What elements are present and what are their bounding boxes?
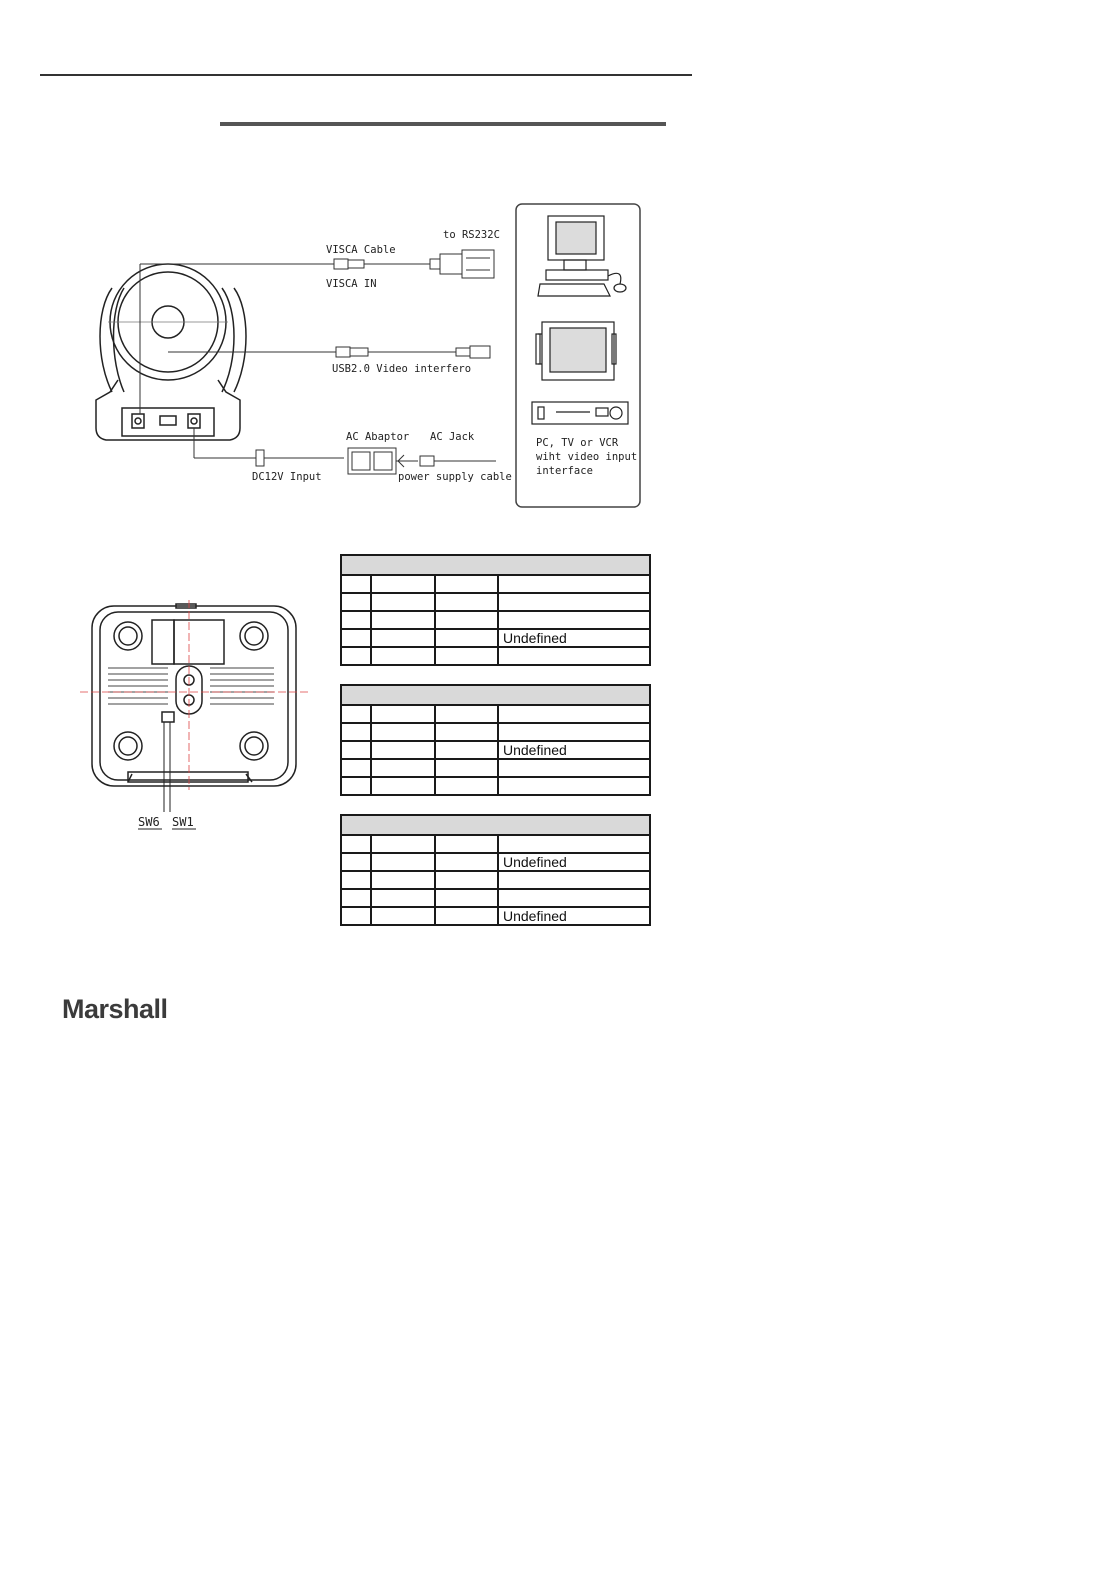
label-visca-cable: VISCA Cable (326, 244, 396, 256)
label-visca-in: VISCA IN (326, 278, 377, 290)
table-row: Undefined (341, 629, 650, 647)
label-devices-line3: interface (536, 465, 593, 477)
table-row: Undefined (341, 741, 650, 759)
table-row (341, 889, 650, 907)
table-row (341, 723, 650, 741)
table-row (341, 611, 650, 629)
label-dc12v: DC12V Input (252, 471, 322, 483)
table-row (341, 835, 650, 853)
switch-table-2 (340, 684, 651, 796)
label-devices-line1: PC, TV or VCR (536, 437, 619, 449)
label-ac-jack: AC Jack (430, 431, 475, 443)
center-guides (80, 600, 308, 790)
label-sw6: SW6 (138, 815, 160, 829)
label-ac-adaptor: AC Abaptor (346, 431, 410, 443)
table-row (341, 705, 650, 723)
label-power-cable: power supply cable (398, 471, 512, 483)
table-row (341, 871, 650, 889)
switch-table-1 (340, 554, 651, 666)
table-header (341, 815, 650, 835)
table-row (341, 575, 650, 593)
table-header (341, 555, 650, 575)
label-devices-line2: wiht video input (536, 451, 638, 463)
table-row (341, 593, 650, 611)
switch-table-3 (340, 814, 651, 926)
label-sw1: SW1 (172, 815, 194, 829)
table-row: Undefined (341, 907, 650, 925)
bottom-vents (108, 668, 274, 704)
switch-leader-lines (164, 722, 170, 812)
table-row (341, 777, 650, 795)
label-usb: USB2.0 Video interfero (332, 363, 472, 375)
label-to-rs232c: to RS232C (443, 229, 500, 241)
table-row (341, 647, 650, 665)
table-row: Undefined (341, 853, 650, 871)
table-row (341, 759, 650, 777)
marshall-logo: Marshall (62, 994, 168, 1024)
camera-bottom-drawing (92, 604, 296, 786)
devices-panel (516, 204, 640, 507)
table-header (341, 685, 650, 705)
